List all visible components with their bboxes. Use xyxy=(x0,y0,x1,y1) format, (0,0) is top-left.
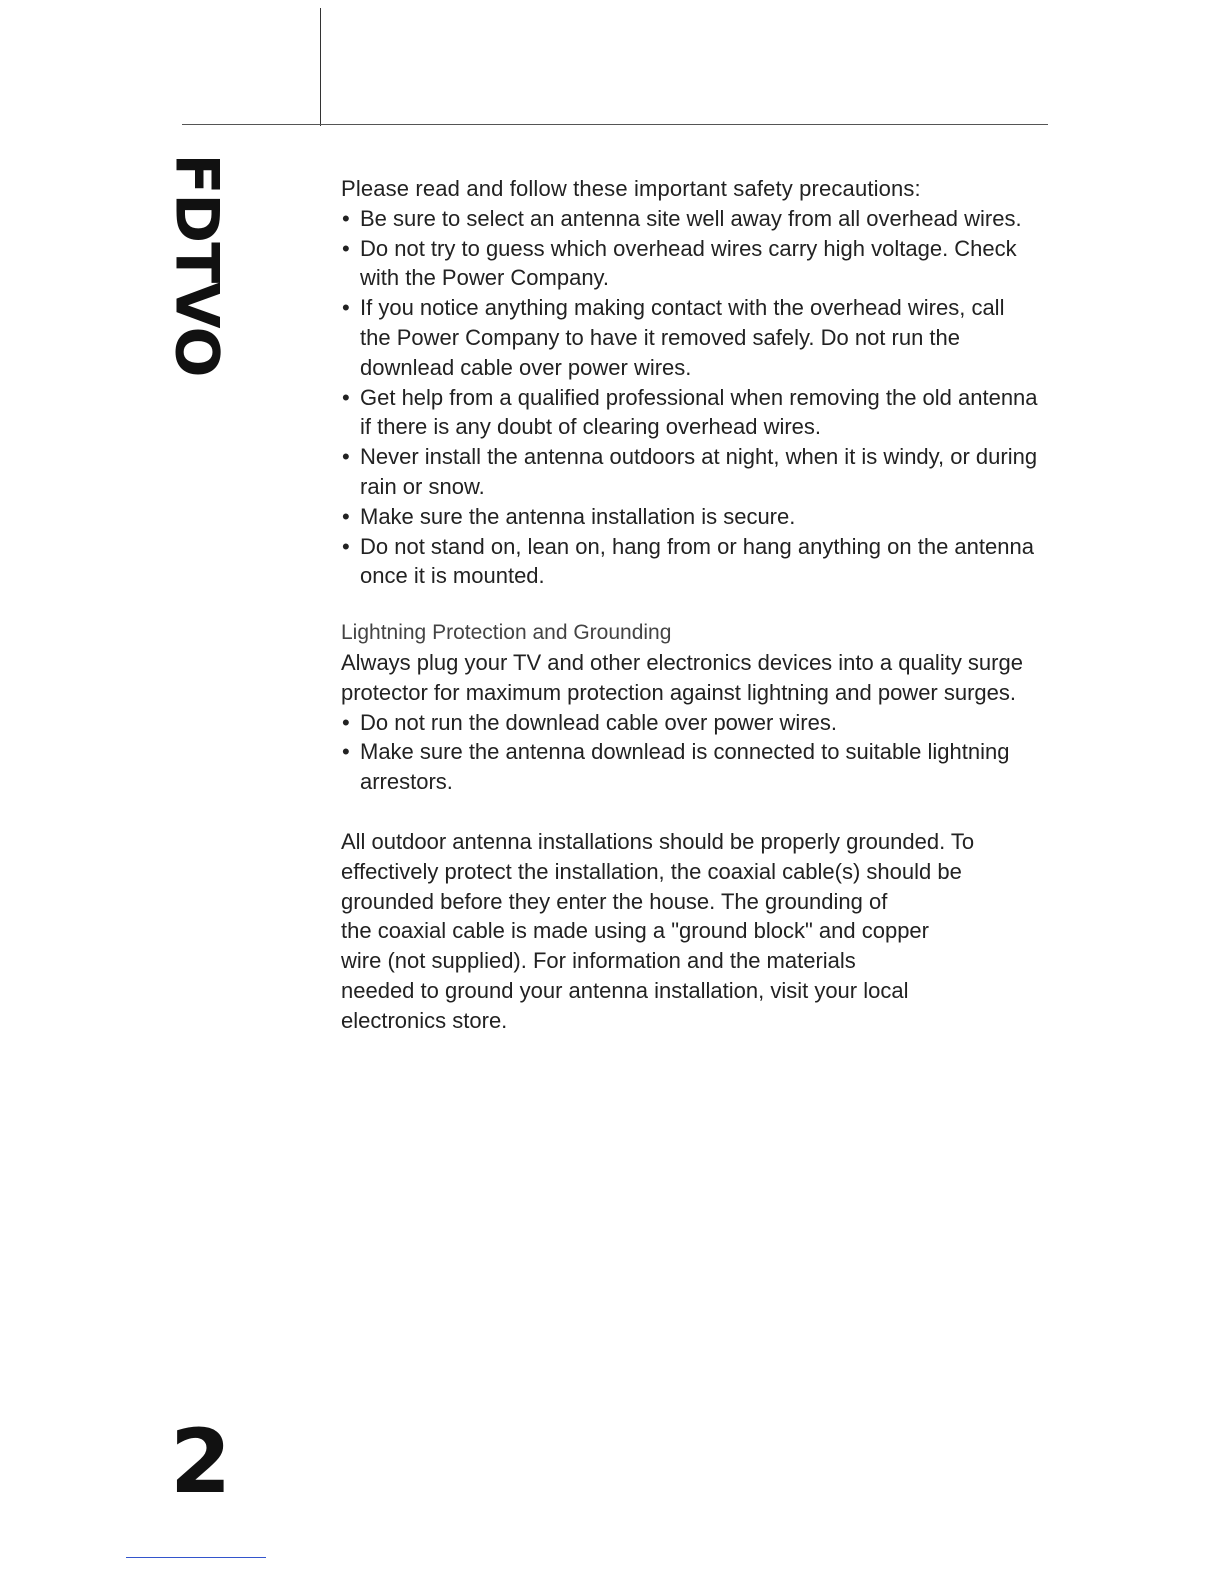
grounding-line: electronics store. xyxy=(341,1007,508,1033)
main-content xyxy=(341,174,1041,1036)
grounding-line: grounded before they enter the house. The grounding of xyxy=(341,888,888,914)
grounding-paragraph xyxy=(341,827,1041,1036)
side-brand xyxy=(149,153,245,377)
safety-item: • Never install the antenna outdoors at night, when it is windy, or during rain or snow. xyxy=(341,442,1041,502)
safety-item: • Get help from a qualified professional when removing the old antenna if there is any doubt of clearing overhead wires. xyxy=(341,383,1041,443)
grounding-line: the coaxial cable is made using a "ground block" and copper xyxy=(341,918,929,944)
lightning-paragraph: Always plug your TV and other electronics devices into a quality surge protector for maximum protection against lightning and power surges. xyxy=(341,649,1023,705)
section-gap xyxy=(341,797,1041,827)
header-rule xyxy=(182,124,1048,125)
brand-title: FDTVO xyxy=(162,153,233,377)
safety-item: • Do not try to guess which overhead wires carry high voltage. Check with the Power Company. xyxy=(341,234,1041,294)
lightning-item: • Make sure the antenna downlead is connected to suitable lightning arrestors. xyxy=(341,737,1041,797)
lightning-item: • Do not run the downlead cable over power wires. xyxy=(341,708,1041,738)
safety-list xyxy=(341,204,1041,591)
safety-item: • Make sure the antenna installation is secure. xyxy=(341,502,1041,532)
safety-item: • Do not stand on, lean on, hang from or hang anything on the antenna once it is mounted. xyxy=(341,532,1041,592)
top-vertical-rule xyxy=(320,8,321,126)
page-number: 2 xyxy=(170,1410,232,1513)
footer-link-rule xyxy=(126,1557,266,1558)
grounding-line: wire (not supplied). For information and the materials xyxy=(341,948,856,974)
lightning-heading: Lightning Protection and Grounding xyxy=(341,621,672,645)
grounding-line: effectively protect the installation, the coaxial cable(s) should be xyxy=(341,858,962,884)
safety-intro: Please read and follow these important safety precautions: xyxy=(341,176,921,201)
safety-item: • Be sure to select an antenna site well away from all overhead wires. xyxy=(341,204,1041,234)
lightning-list xyxy=(341,708,1041,797)
safety-item: • If you notice anything making contact with the overhead wires, call the Power Company to have it removed safely. Do not run the downlead cable over power wires. xyxy=(341,293,1041,382)
grounding-line: All outdoor antenna installations should be properly grounded. To xyxy=(341,828,975,854)
grounding-line: needed to ground your antenna installation, visit your local xyxy=(341,977,909,1003)
